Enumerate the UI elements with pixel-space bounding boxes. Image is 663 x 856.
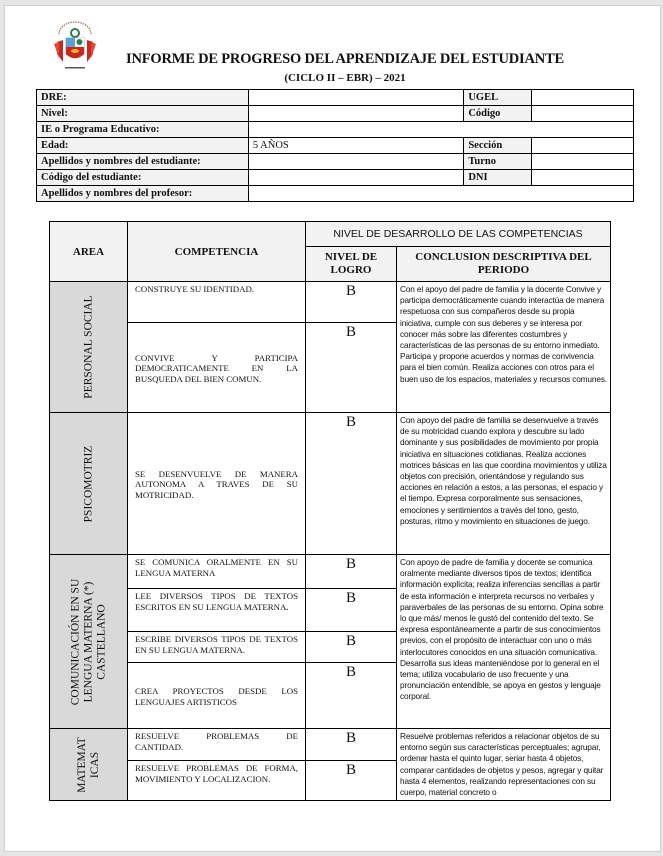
info-row-edad	[37, 138, 634, 154]
codigo-field[interactable]	[532, 106, 634, 122]
area-label: PSICOMOTRIZ	[82, 445, 94, 522]
nivel-logro-cell[interactable]: B	[306, 729, 397, 761]
info-row-dre	[37, 90, 634, 106]
report-title: INFORME DE PROGRESO DEL APRENDIZAJE DEL ESTUDIANTE	[126, 51, 564, 67]
header-nivel-logro: NIVEL DE LOGRO	[306, 247, 397, 282]
ugel-label: UGEL	[464, 90, 532, 106]
codigo-label: Código	[464, 106, 532, 122]
table-row	[50, 729, 611, 761]
nivel-logro-cell[interactable]: B	[306, 663, 397, 729]
header-row-1	[50, 222, 611, 247]
codigo-estudiante-field[interactable]	[248, 170, 463, 186]
turno-label: Turno	[464, 154, 532, 170]
header-competencia: COMPETENCIA	[128, 222, 306, 282]
header-area: AREA	[50, 222, 128, 282]
nivel-label: Nivel:	[37, 106, 249, 122]
dre-label: DRE:	[37, 90, 249, 106]
conclusion-cell[interactable]: Con el apoyo del padre de familia y la docente Convive y participa democráticamente cuando interactúa de manera respetuosa con sus compañeros desde su propia iniciativa, cumple con sus deberes y se interesa por conocer más sobre las diferentes costumbres y características de las personas de su entorno inmediato. Participa y propone acuerdos y normas de convivencia para el bien común. Realiza acciones con otros para el buen uso de los espacios, materiales y recursos comunes.	[397, 282, 611, 413]
dre-field[interactable]	[248, 90, 463, 106]
header-nivel-desarrollo: NIVEL DE DESARROLLO DE LAS COMPETENCIAS	[306, 222, 611, 247]
area-psicomotriz	[50, 413, 128, 555]
table-row	[50, 555, 611, 589]
ie-field[interactable]	[248, 122, 633, 138]
profesor-label: Apellidos y nombres del profesor:	[37, 186, 249, 202]
nivel-logro-cell[interactable]: B	[306, 323, 397, 413]
competencia-cell: RESUELVE PROBLEMAS DE FORMA, MOVIMIENTO Y LOCALIZACION.	[128, 761, 306, 801]
info-row-nivel	[37, 106, 634, 122]
info-row-estudiante	[37, 154, 634, 170]
estudiante-label: Apellidos y nombres del estudiante:	[37, 154, 249, 170]
dni-label: DNI	[464, 170, 532, 186]
profesor-field[interactable]	[248, 186, 633, 202]
estudiante-field[interactable]	[248, 154, 463, 170]
competencia-cell: CREA PROYECTOS DESDE LOS LENGUAJES ARTISTICOS	[128, 663, 306, 729]
nivel-logro-cell[interactable]: B	[306, 282, 397, 323]
turno-field[interactable]	[532, 154, 634, 170]
competencia-cell: SE DESENVUELVE DE MANERA AUTONOMA A TRAVES DE SU MOTRICIDAD.	[128, 413, 306, 555]
info-row-profesor	[37, 186, 634, 202]
competencia-cell: RESUELVE PROBLEMAS DE CANTIDAD.	[128, 729, 306, 761]
nivel-logro-cell[interactable]: B	[306, 413, 397, 555]
ugel-field[interactable]	[532, 90, 634, 106]
nivel-logro-cell[interactable]: B	[306, 632, 397, 663]
nivel-logro-cell[interactable]: B	[306, 589, 397, 632]
seccion-field[interactable]	[532, 138, 634, 154]
competencies-table	[49, 221, 611, 801]
codigo-estudiante-label: Código del estudiante:	[37, 170, 249, 186]
info-row-ie	[37, 122, 634, 138]
nivel-logro-cell[interactable]: B	[306, 761, 397, 801]
info-row-codigo-estudiante	[37, 170, 634, 186]
nivel-field[interactable]	[248, 106, 463, 122]
nivel-logro-cell[interactable]: B	[306, 555, 397, 589]
table-row	[50, 282, 611, 323]
area-matematicas	[50, 729, 128, 801]
conclusion-cell[interactable]: Con apoyo del padre de familia se desenvuelve a través de su motricidad cuando explora y descubre su lado dominante y sus posibilidades de movimiento por propia iniciativa en situaciones cotidianas. Realiza acciones motrices básicas en las que coordina movimientos y utiliza objetos con precisión, orientándose y regulando sus acciones en relación a estos, a las personas, el espacio y el tiempo. Expresa corporalmente sus sensaciones, emociones y sentimientos a través del tono, gesto, posturas, ritmo y movimiento en situaciones de juego.	[397, 413, 611, 555]
competencia-cell: ESCRIBE DIVERSOS TIPOS DE TEXTOS EN SU LENGUA MATERNA.	[128, 632, 306, 663]
edad-field[interactable]: 5 AÑOS	[248, 138, 463, 154]
conclusion-cell[interactable]: Con apoyo de padre de familia y docente se comunica oralmente mediante diversos tipos de textos; identifica información explícita; realiza inferencias sencillas a partir de esta información e interpreta recursos no verbales y paraverbales de las personas de su entorno. Opina sobre lo que más/ menos le gustó del contenido del texto. Se expresa espontáneamente a partir de sus conocimientos previos, con el propósito de interactuar con uno o más interlocutores conocidos en una situación comunicativa. Desarrolla sus ideas manteniéndose por lo general en el tema; utiliza vocabulario de uso frecuente y una pronunciación entendible, se apoya en gestos y lenguaje corporal.	[397, 555, 611, 729]
area-comunicacion	[50, 555, 128, 729]
table-row	[50, 413, 611, 555]
seccion-label: Sección	[464, 138, 532, 154]
dni-field[interactable]	[532, 170, 634, 186]
student-info-table	[36, 89, 634, 202]
conclusion-cell[interactable]: Resuelve problemas referidos a relacionar objetos de su entorno según sus características perceptuales; agrupar, ordenar hasta el quinto lugar, seriar hasta 4 objetos, comparar cantidades de objetos y pesos, agregar y quitar hasta 4 elementos, realizando representaciones con su cuerpo, material concreto o	[397, 729, 611, 801]
area-label: PERSONAL SOCIAL	[82, 295, 94, 399]
edad-label: Edad:	[37, 138, 249, 154]
area-label: COMUNICACIÓN EN SU LENGUA MATERNA (*) CASTELLANO	[69, 578, 107, 705]
area-label: MATEMAT ICAS	[75, 736, 101, 793]
area-personal-social	[50, 282, 128, 413]
competencia-cell: LEE DIVERSOS TIPOS DE TEXTOS ESCRITOS EN SU LENGUA MATERNA.	[128, 589, 306, 632]
report-subtitle: (CICLO II – EBR) – 2021	[284, 72, 406, 84]
competencia-cell: CONVIVE Y PARTICIPA DEMOCRATICAMENTE EN LA BUSQUEDA DEL BIEN COMUN.	[128, 323, 306, 413]
header-conclusion: CONCLUSION DESCRIPTIVA DEL PERIODO	[397, 247, 611, 282]
ie-label: IE o Programa Educativo:	[37, 122, 249, 138]
competencia-cell: CONSTRUYE SU IDENTIDAD.	[128, 282, 306, 323]
competencia-cell: SE COMUNICA ORALMENTE EN SU LENGUA MATERNA	[128, 555, 306, 589]
